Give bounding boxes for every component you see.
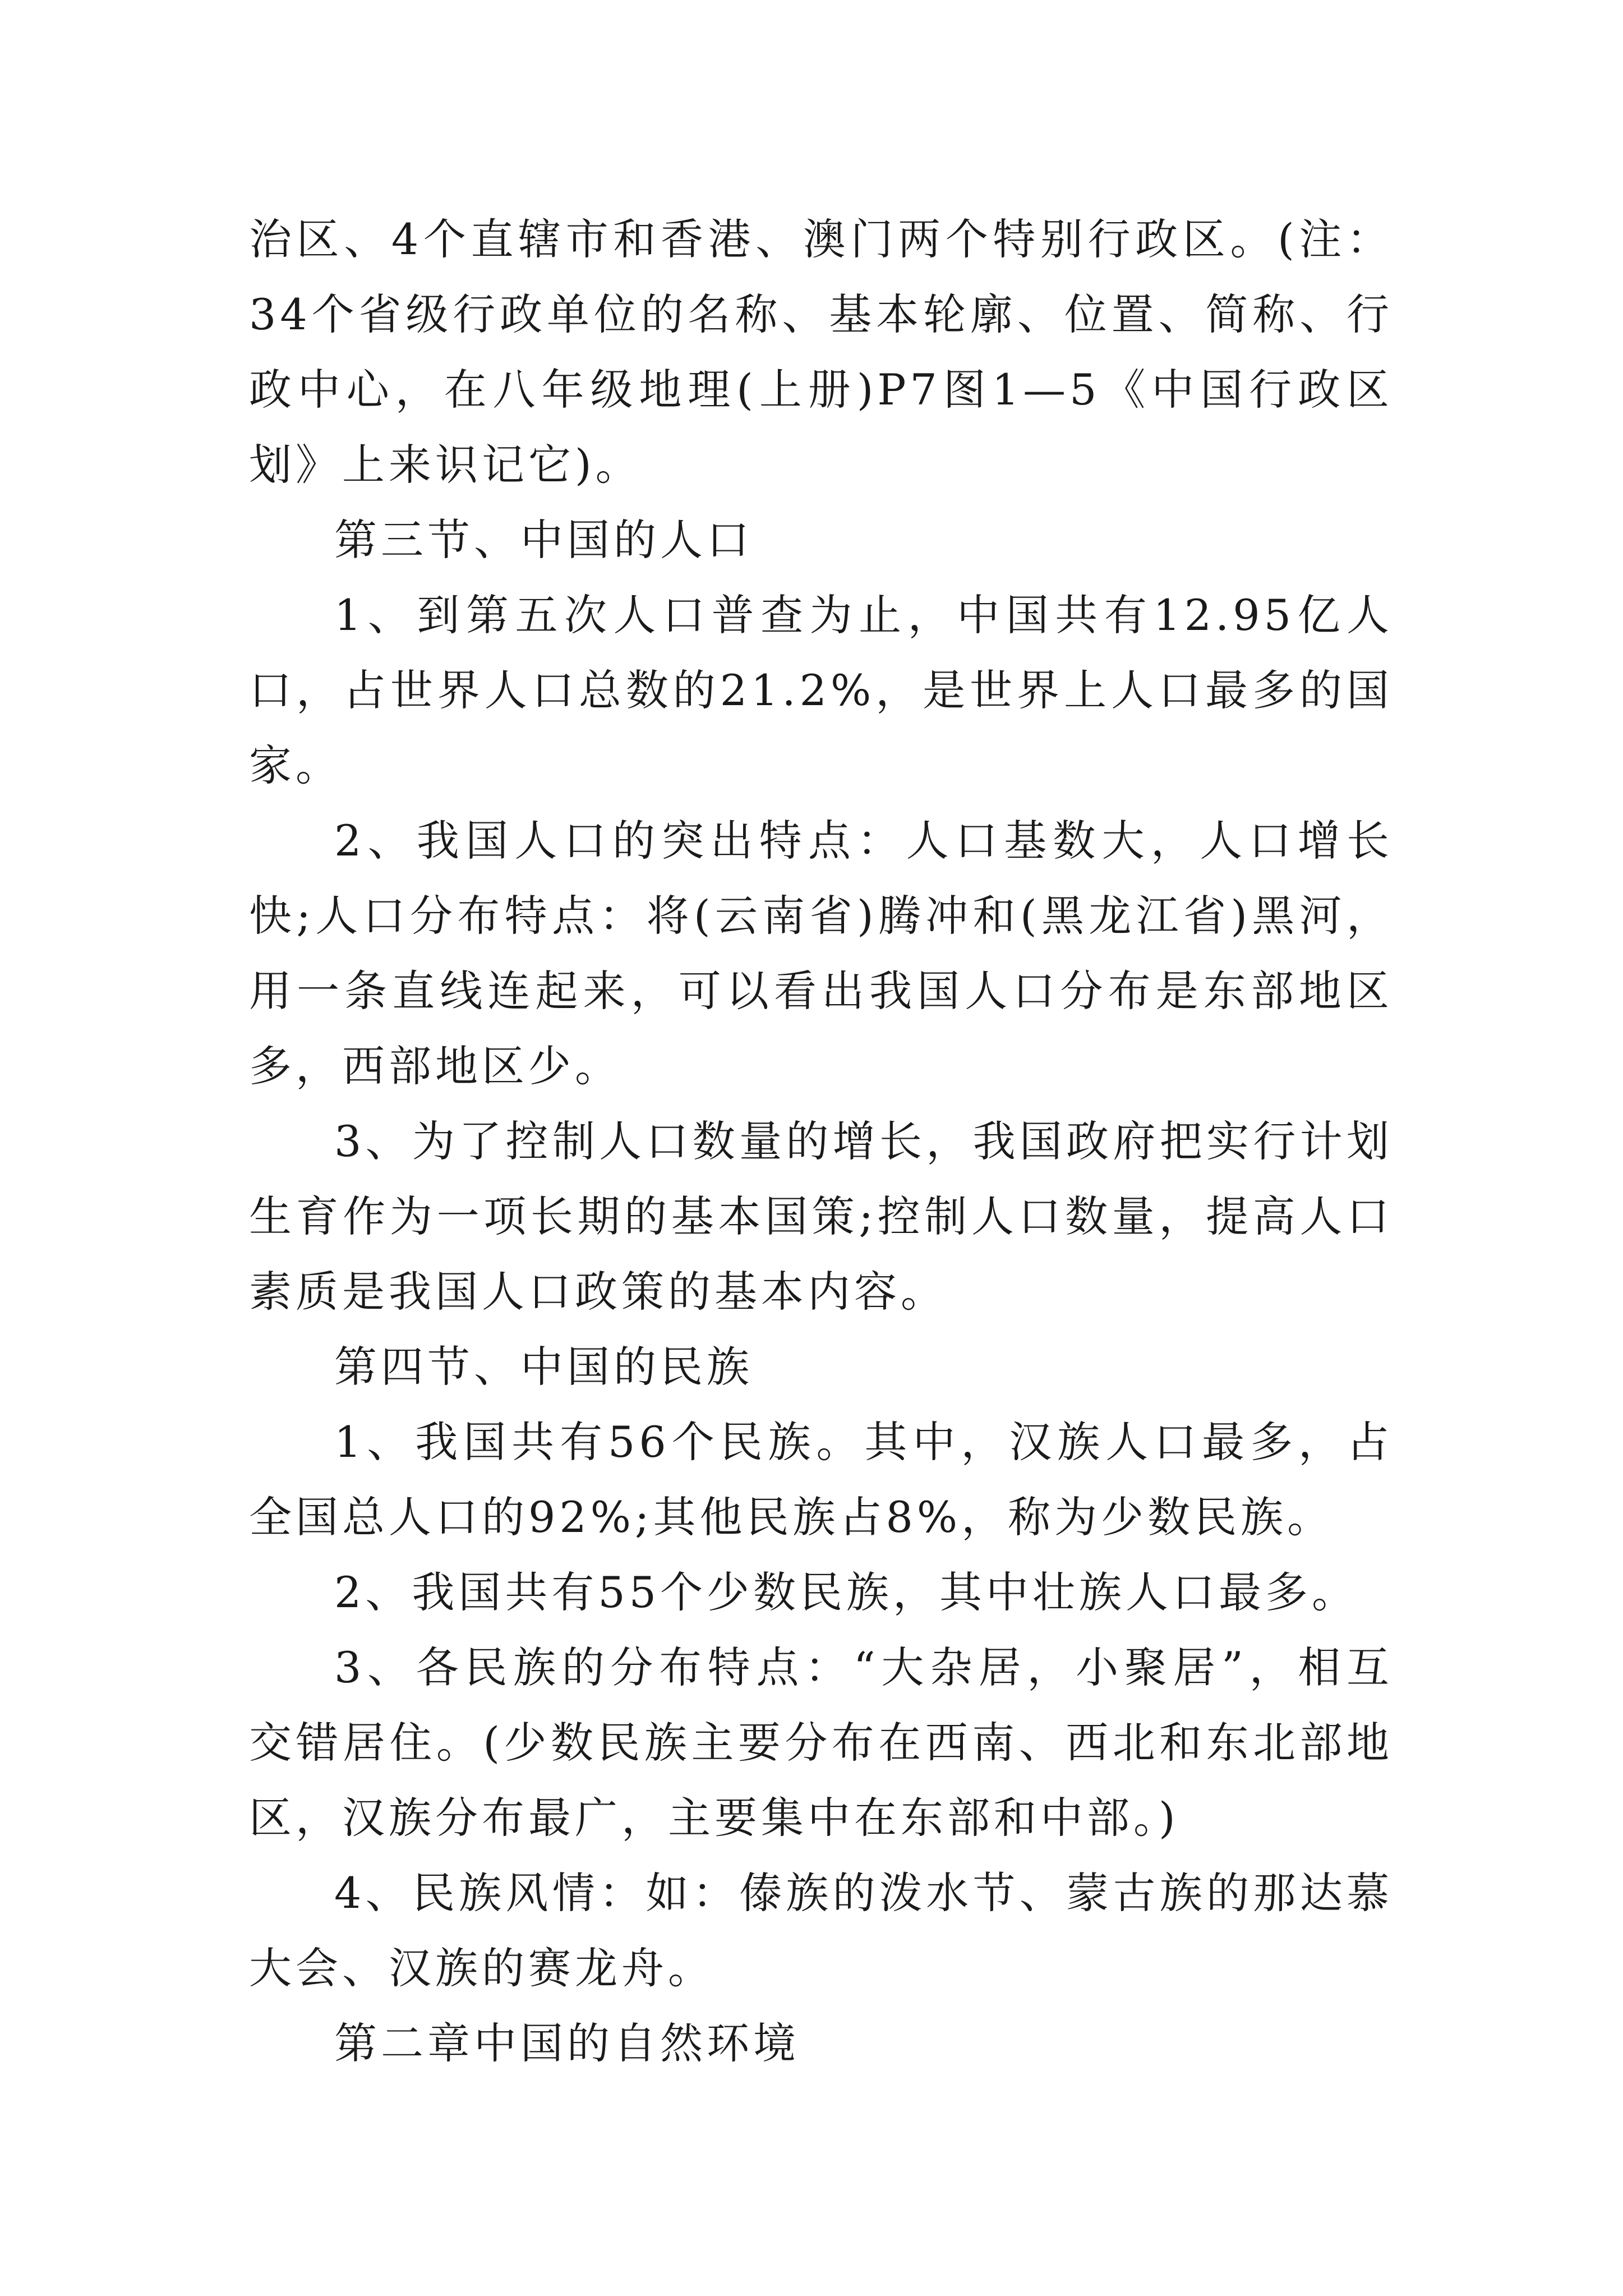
document-body: [249, 202, 1393, 2081]
paragraph-population-3: 3、为了控制人口数量的增长，我国政府把实行计划生育作为一项长期的基本国策;控制人口数量，提高人口素质是我国人口政策的基本内容。: [249, 1116, 1393, 1317]
paragraph-population-2: 2、我国人口的突出特点：人口基数大，人口增长快;人口分布特点：将(云南省)腾冲和(黑龙江省)黑河，用一条直线连起来，可以看出我国人口分布是东部地区多，西部地区少。: [249, 816, 1393, 1091]
paragraph-provinces-note: 治区、4个直辖市和香港、澳门两个特别行政区。(注：34个省级行政单位的名称、基本轮廓、位置、简称、行政中心，在八年级地理(上册)P7图1—5《中国行政区划》上来识记它)。: [249, 214, 1393, 490]
section-heading-population: 第三节、中国的人口: [334, 515, 753, 565]
paragraph-ethnic-1: 1、我国共有56个民族。其中，汉族人口最多，占全国总人口的92%;其他民族占8%，称为少数民族。: [249, 1417, 1393, 1542]
paragraph-ethnic-2: 2、我国共有55个少数民族，其中壮族人口最多。: [334, 1567, 1359, 1617]
section-heading-ethnic-groups: 第四节、中国的民族: [334, 1342, 753, 1392]
paragraph-ethnic-4: 4、民族风情：如：傣族的泼水节、蒙古族的那达慕大会、汉族的赛龙舟。: [249, 1868, 1393, 1993]
paragraph-ethnic-3: 3、各民族的分布特点：“大杂居，小聚居”，相互交错居住。(少数民族主要分布在西南、西北和东北部地区，汉族分布最广，主要集中在东部和中部。): [249, 1642, 1393, 1843]
chapter-heading-natural-environment: 第二章中国的自然环境: [334, 2018, 800, 2068]
paragraph-population-1: 1、到第五次人口普查为止，中国共有12.95亿人口，占世界人口总数的21.2%，是世界上人口最多的国家。: [249, 590, 1393, 790]
